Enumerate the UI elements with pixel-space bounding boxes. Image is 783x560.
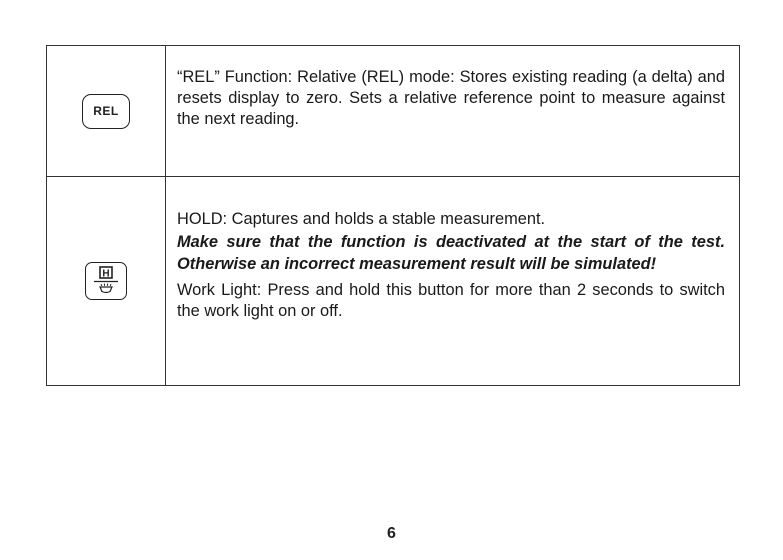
function-table: [46, 45, 740, 386]
rel-row: [47, 46, 740, 177]
hold-description-cell: [166, 177, 740, 386]
page-number: 6: [387, 525, 396, 542]
rel-description-cell: [166, 46, 740, 177]
hold-key-letter: H: [102, 268, 110, 280]
hold-lamp-glyph: [89, 265, 123, 297]
rel-button-label: REL: [93, 104, 119, 118]
rel-description: “REL” Function: Relative (REL) mode: Stores existing reading (a delta) and resets display to zero. Sets a relative reference point to measure against the next reading.: [177, 68, 725, 128]
rel-button-icon: [82, 94, 130, 129]
hold-warning: Make sure that the function is deactivated at the start of the test. Otherwise an incorrect measurement result will be simulated!: [177, 233, 725, 273]
hold-description: HOLD: Captures and holds a stable measurement.: [177, 210, 546, 228]
worklight-description: Work Light: Press and hold this button for more than 2 seconds to switch the work light on or off.: [177, 281, 725, 320]
hold-worklight-button-icon: [85, 262, 127, 300]
rel-icon-cell: [47, 46, 166, 177]
hold-icon-cell: [47, 177, 166, 386]
hold-row: [47, 177, 740, 386]
